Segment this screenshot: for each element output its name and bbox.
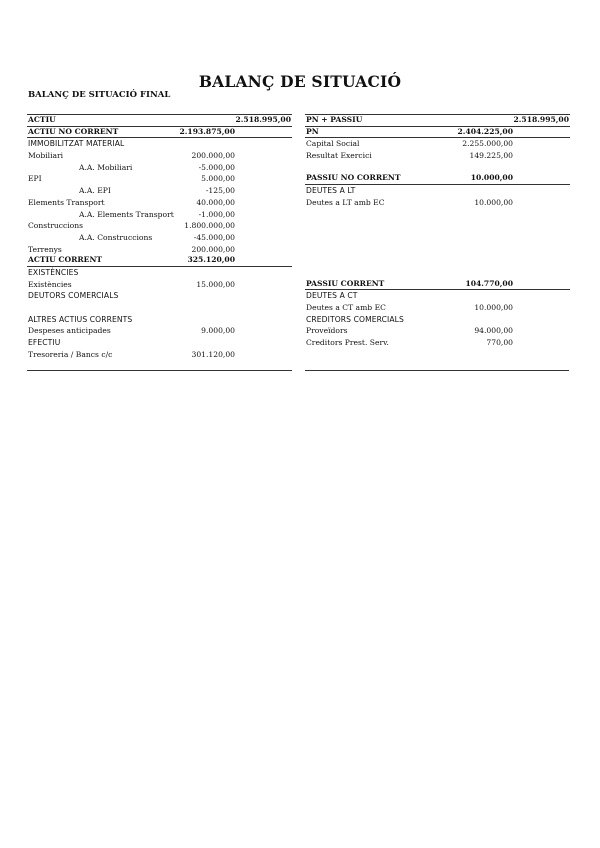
row-value: -45.000,00 [193, 232, 235, 242]
table-row [27, 173, 292, 185]
spacer-row [305, 267, 570, 279]
group-row [27, 314, 292, 326]
table-row [305, 150, 570, 162]
spacer-row [305, 244, 570, 256]
row-label: Deutes a CT amb EC [306, 303, 386, 312]
actiu-corrent-row [27, 255, 292, 267]
table-row [27, 244, 292, 256]
page-subtitle: BALANÇ DE SITUACIÓ FINAL [28, 90, 171, 100]
group-row [27, 267, 292, 279]
group-row [305, 185, 570, 197]
row-label: Creditors Prest. Serv. [306, 338, 389, 348]
row-value: 15.000,00 [196, 279, 235, 289]
group-label: DEUTES A CT [306, 291, 358, 301]
row-label: Elements Transport [28, 197, 105, 207]
table-row [305, 337, 570, 349]
passiu-end-line [305, 370, 569, 371]
table-row [27, 220, 292, 232]
row-value: 200.000,00 [191, 244, 235, 254]
table-row [27, 150, 292, 162]
table-row [27, 209, 292, 221]
pn-label: PN [306, 126, 319, 136]
passiu-header-row [305, 114, 570, 127]
spacer-row [305, 232, 570, 244]
group-label: EFECTIU [28, 338, 61, 348]
table-row [27, 349, 292, 361]
group-label: EXISTÈNCIES [28, 267, 79, 277]
actiu-end-line [27, 370, 292, 371]
group-row [305, 314, 570, 326]
passiu-header-total: 2.518.995,00 [513, 115, 569, 124]
group-label: IMMOBILITZAT MATERIAL [28, 139, 125, 149]
spacer-row [27, 302, 292, 314]
actiu-header-row [27, 114, 292, 127]
row-label: Tresoreria / Bancs c/c [28, 349, 113, 359]
row-label: Deutes a LT amb EC [306, 197, 385, 207]
group-label: DEUTORS COMERCIALS [28, 291, 119, 301]
table-row [27, 185, 292, 197]
table-row [27, 325, 292, 337]
row-label: Construccions [28, 221, 84, 231]
row-label: A.A. EPI [79, 186, 111, 196]
passiu-no-corrent-label: PASSIU NO CORRENT [306, 173, 401, 183]
row-value: 149.225,00 [469, 151, 513, 161]
table-row [305, 302, 570, 314]
table-row [27, 232, 292, 244]
passiu-corrent-label: PASSIU CORRENT [306, 278, 385, 288]
passiu-corrent-total: 104.770,00 [465, 278, 513, 288]
actiu-corrent-label: ACTIU CORRENT [28, 255, 103, 265]
table-row [27, 162, 292, 174]
page-title: BALANÇ DE SITUACIÓ [198, 72, 402, 91]
row-label: A.A. Elements Transport [79, 209, 174, 219]
actiu-corrent-total: 325.120,00 [187, 255, 235, 265]
passiu-column [305, 114, 570, 349]
row-value: 9.000,00 [201, 326, 235, 336]
spacer-row [305, 209, 570, 221]
row-value: 1.800.000,00 [184, 221, 235, 231]
row-label: EPI [28, 174, 42, 184]
spacer-row [305, 255, 570, 267]
actiu-no-corrent-row [27, 127, 292, 139]
group-label: ALTRES ACTIUS CORRENTS [28, 314, 133, 324]
row-value: 94.000,00 [474, 326, 513, 336]
row-label: Resultat Exercici [306, 151, 372, 161]
row-label: Mobiliari [28, 151, 64, 161]
row-value: 200.000,00 [191, 151, 235, 161]
row-label: Existències [28, 279, 72, 289]
spacer-row [305, 220, 570, 232]
pn-row [305, 127, 570, 139]
row-value: 301.120,00 [191, 349, 235, 359]
group-label: CREDITORS COMERCIALS [306, 314, 404, 324]
spacer-row [305, 162, 570, 174]
group-label: DEUTES A LT [306, 186, 356, 196]
actiu-header-total: 2.518.995,00 [235, 115, 291, 124]
row-label: Capital Social [306, 139, 360, 149]
row-value: -5.000,00 [198, 162, 235, 172]
row-label: Proveïdors [306, 326, 348, 336]
row-label: A.A. Construccions [79, 232, 153, 242]
row-value: 10.000,00 [474, 303, 513, 312]
row-value: 40.000,00 [196, 197, 235, 207]
actiu-no-corrent-label: ACTIU NO CORRENT [28, 126, 119, 136]
row-value: -125,00 [205, 186, 235, 196]
passiu-no-corrent-row [305, 173, 570, 185]
row-label: A.A. Mobiliari [79, 162, 133, 172]
passiu-no-corrent-total: 10.000,00 [470, 173, 513, 183]
pn-total: 2.404.225,00 [457, 126, 513, 136]
group-row [27, 337, 292, 349]
actiu-no-corrent-total: 2.193.875,00 [179, 126, 235, 136]
row-value: 2.255.000,00 [462, 139, 513, 149]
table-row [27, 197, 292, 209]
group-row [27, 290, 292, 302]
row-label: Terrenys [28, 244, 62, 254]
row-value: 10.000,00 [474, 197, 513, 207]
passiu-header-label: PN + PASSIU [306, 115, 363, 124]
actiu-header-label: ACTIU [28, 115, 56, 124]
row-value: -1.000,00 [198, 209, 235, 219]
table-row [305, 325, 570, 337]
row-value: 5.000,00 [201, 174, 235, 184]
row-label: Despeses anticipades [28, 326, 111, 336]
actiu-column [27, 114, 292, 360]
table-row [305, 138, 570, 150]
group-row [305, 290, 570, 302]
table-row [305, 197, 570, 209]
table-row [27, 279, 292, 291]
passiu-corrent-row [305, 279, 570, 291]
group-row [27, 138, 292, 150]
row-value: 770,00 [486, 338, 513, 348]
